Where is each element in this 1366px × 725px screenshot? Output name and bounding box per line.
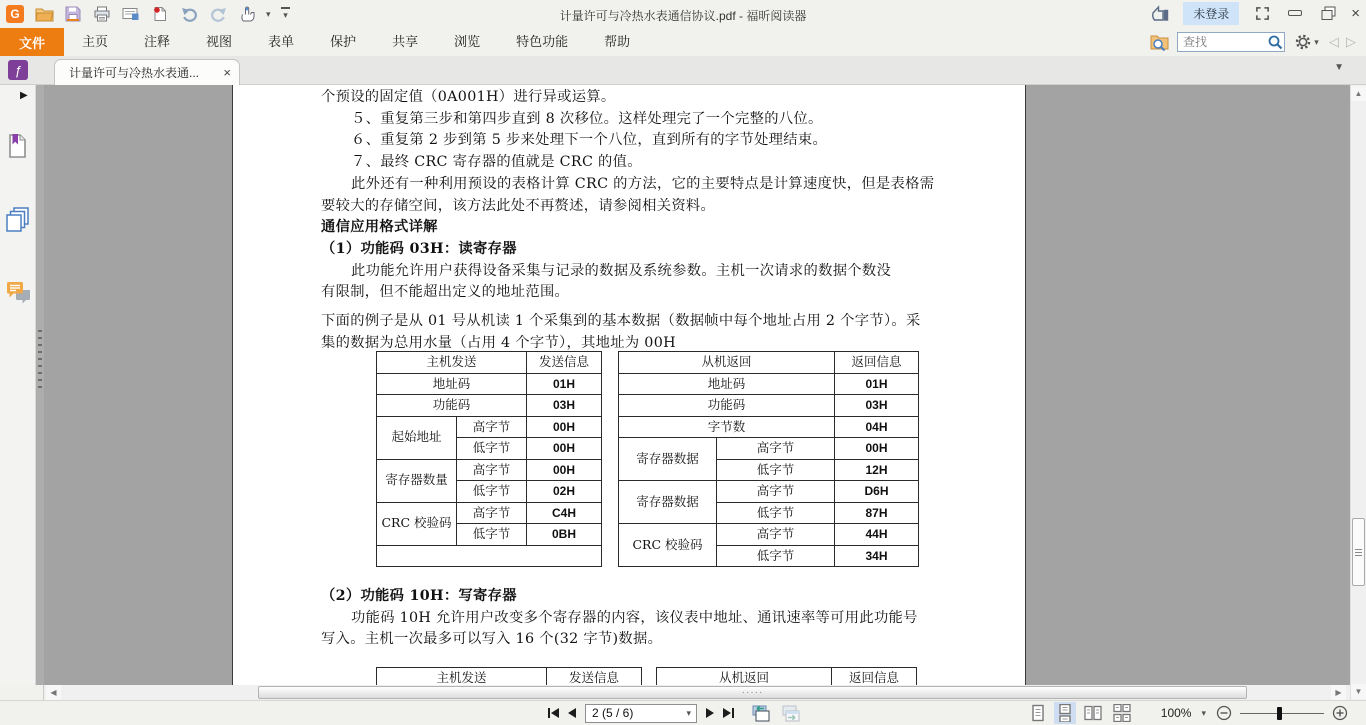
open-file-icon[interactable] xyxy=(34,4,54,24)
bookmarks-panel-icon[interactable] xyxy=(6,133,28,159)
title-bar xyxy=(0,0,1366,28)
table-cell: 返回信息 xyxy=(835,352,919,374)
titlebar-right-controls xyxy=(1150,0,1360,26)
search-folder-icon[interactable] xyxy=(1150,32,1170,52)
table-cell: 字节数 xyxy=(619,416,835,438)
next-page-button[interactable] xyxy=(706,708,714,718)
doc-lines-bottom xyxy=(321,586,981,651)
zoom-slider-track xyxy=(1240,713,1324,714)
doc-line: 集的数据为总用水量（占用 4 个字节），其地址为 00H xyxy=(321,334,676,351)
customize-toolbar-icon[interactable] xyxy=(280,4,292,24)
gear-caret: ▾ xyxy=(1314,36,1319,47)
table-cell: 主机发送 xyxy=(377,668,547,686)
table-cell: 低字节 xyxy=(717,502,835,524)
menu-tab-8[interactable]: 帮助 xyxy=(604,34,631,49)
scroll-right-icon[interactable]: ▶ xyxy=(1331,685,1346,700)
document-tab-bar xyxy=(0,56,1366,85)
page-combo-caret: ▾ xyxy=(686,707,691,718)
doc-line: 要较大的存储空间，该方法此处不再赘述，请参阅相关资料。 xyxy=(321,197,716,214)
table-cell: 02H xyxy=(527,481,602,503)
menu-tab-1[interactable]: 注释 xyxy=(144,34,171,49)
menu-tab-3[interactable]: 表单 xyxy=(268,34,295,49)
doc-line: ５、重复第三步和第四步直到 8 次移位。这样处理完了一个完整的八位。 xyxy=(351,110,823,127)
table-cell: 寄存器数据 xyxy=(619,481,717,524)
minimize-button[interactable] xyxy=(1285,3,1305,23)
find-previous-button[interactable]: ◁ xyxy=(1329,34,1339,49)
table-cell: 12H xyxy=(835,459,919,481)
vertical-scroll-thumb[interactable] xyxy=(1352,518,1365,586)
redo-icon[interactable] xyxy=(208,4,228,24)
zoom-out-button[interactable] xyxy=(1216,705,1232,721)
foxit-logo-icon[interactable]: G xyxy=(5,4,25,24)
continuous-view-icon[interactable] xyxy=(1054,702,1076,724)
doc-line: 有限制，但不能超出定义的地址范围。 xyxy=(321,284,570,301)
table-cell: D6H xyxy=(835,481,919,503)
table-cell: 高字节 xyxy=(457,416,527,438)
table-cell: 高字节 xyxy=(457,459,527,481)
table-cell: 从机返回 xyxy=(657,668,832,686)
horizontal-scroll-thumb[interactable] xyxy=(258,686,1247,699)
table-cell: 01H xyxy=(527,373,602,395)
fullscreen-icon[interactable] xyxy=(1252,3,1272,23)
table-cell: 低字节 xyxy=(717,459,835,481)
table-cell: 34H xyxy=(835,545,919,567)
hand-tool-icon[interactable] xyxy=(237,4,257,24)
menu-tab-0[interactable]: 主页 xyxy=(82,34,109,49)
find-settings-gear-icon[interactable] xyxy=(1292,32,1322,52)
table-cell: 04H xyxy=(835,416,919,438)
table-cell: 寄存器数据 xyxy=(619,438,717,481)
table-cell: 00H xyxy=(835,438,919,460)
table-cell: 起始地址 xyxy=(377,416,457,459)
table-cell: 高字节 xyxy=(717,481,835,503)
doc-line: 功能码 10H 允许用户改变多个寄存器的内容，该仪表中地址、通讯速率等可用此功能号 xyxy=(351,609,918,626)
login-button[interactable]: 未登录 xyxy=(1183,2,1239,25)
page-number-combo[interactable] xyxy=(585,704,697,723)
table-cell: 高字节 xyxy=(717,438,835,460)
table-cell: CRC 校验码 xyxy=(619,524,717,567)
search-icon[interactable] xyxy=(1267,34,1283,50)
zoom-in-button[interactable] xyxy=(1332,705,1348,721)
comments-panel-icon[interactable] xyxy=(6,281,32,305)
table-cell: 低字节 xyxy=(457,524,527,546)
zoom-slider-thumb[interactable] xyxy=(1277,707,1282,720)
table-read-return xyxy=(618,351,919,567)
document-tab-title: 计量许可与冷热水表通... xyxy=(69,66,200,80)
doc-line: 通信应用格式详解 xyxy=(321,219,438,236)
email-icon[interactable] xyxy=(121,4,141,24)
customize-caret: ▾ xyxy=(283,10,288,20)
document-tab[interactable] xyxy=(54,59,240,85)
table-cell: 87H xyxy=(835,502,919,524)
start-page-icon[interactable]: ƒ xyxy=(8,60,28,80)
find-toolbar xyxy=(1150,31,1356,53)
status-bar xyxy=(0,700,1366,725)
table-cell: 01H xyxy=(835,373,919,395)
vertical-scrollbar[interactable] xyxy=(1350,85,1366,700)
scroll-left-icon[interactable]: ◀ xyxy=(46,685,61,700)
table-cell: 00H xyxy=(527,438,602,460)
doc-line: ７、最终 CRC 寄存器的值就是 CRC 的值。 xyxy=(351,154,642,171)
restore-button[interactable] xyxy=(1318,3,1338,23)
table-cell: C4H xyxy=(527,502,602,524)
table-cell: 低字节 xyxy=(457,481,527,503)
table-cell xyxy=(377,545,602,567)
table-read-send xyxy=(376,351,602,567)
hand-tool-dropdown-icon[interactable]: ▾ xyxy=(266,8,271,19)
doc-line: 此外还有一种利用预设的表格计算 CRC 的方法，它的主要特点是计算速度快，但是表格需 xyxy=(351,175,935,192)
table-cell: 高字节 xyxy=(457,502,527,524)
vertical-thumb-grip xyxy=(1355,549,1362,556)
print-icon[interactable] xyxy=(92,4,112,24)
menu-tab-4[interactable]: 保护 xyxy=(330,34,357,49)
hand-share-icon[interactable] xyxy=(1150,3,1170,23)
page-navigation xyxy=(548,701,800,725)
menu-bar xyxy=(0,28,1366,56)
search-box xyxy=(1177,32,1285,52)
table-cell: 高字节 xyxy=(717,524,835,546)
pdf-page xyxy=(232,85,1026,685)
table-cell: 03H xyxy=(835,395,919,417)
menu-tab-6[interactable]: 浏览 xyxy=(454,34,481,49)
table-cell: 从机返回 xyxy=(619,352,835,374)
scroll-down-icon[interactable]: ▼ xyxy=(1351,684,1366,699)
menu-tab-2[interactable]: 视图 xyxy=(206,34,233,49)
table-write-send-partial xyxy=(376,667,642,685)
find-next-button[interactable]: ▷ xyxy=(1346,34,1356,49)
table-cell: 地址码 xyxy=(619,373,835,395)
table-cell: 低字节 xyxy=(717,545,835,567)
view-zoom-controls xyxy=(1027,701,1348,725)
doc-lines-top xyxy=(321,87,981,354)
table-cell: CRC 校验码 xyxy=(377,502,457,545)
sidebar-splitter[interactable] xyxy=(36,85,44,685)
horizontal-thumb-grip: ····· xyxy=(741,686,764,698)
facing-view-icon[interactable] xyxy=(1081,702,1105,724)
pages-panel-icon[interactable] xyxy=(6,207,30,233)
table-cell: 返回信息 xyxy=(832,668,917,686)
table-cell: 0BH xyxy=(527,524,602,546)
zoom-caret[interactable]: ▾ xyxy=(1201,707,1206,718)
menu-tab-7[interactable]: 特色功能 xyxy=(516,34,569,49)
menu-tab-row xyxy=(64,28,648,56)
single-page-view-icon[interactable] xyxy=(1027,702,1049,724)
doc-line: 此功能允许用户获得设备采集与记录的数据及系统参数。主机一次请求的数据个数没 xyxy=(351,262,892,279)
continuous-facing-view-icon[interactable] xyxy=(1110,702,1134,724)
doc-line: （1）功能码 03H：读寄存器 xyxy=(321,240,517,257)
ribbon-collapse-icon[interactable]: ▼ xyxy=(1334,62,1344,73)
table-cell: 发送信息 xyxy=(527,352,602,374)
sidebar-expand-icon[interactable]: ▶ xyxy=(20,90,28,101)
window-title: 计量许可与冷热水表通信协议.pdf - 福昕阅读器 xyxy=(559,9,807,23)
table-cell: 主机发送 xyxy=(377,352,527,374)
doc-line: 下面的例子是从 01 号从机读 1 个采集到的基本数据（数据帧中每个地址占用 2 个字节）。采 xyxy=(321,313,921,330)
scroll-up-icon[interactable]: ▲ xyxy=(1351,86,1366,101)
table-cell: 功能码 xyxy=(619,395,835,417)
customize-bar xyxy=(281,7,290,9)
table-cell: 00H xyxy=(527,416,602,438)
table-cell: 低字节 xyxy=(457,438,527,460)
menu-tab-5[interactable]: 共享 xyxy=(392,34,419,49)
page-number-value: 2 (5 / 6) xyxy=(592,706,634,720)
zoom-slider[interactable] xyxy=(1240,706,1324,721)
quick-access-toolbar xyxy=(5,2,292,26)
table-cell: 03H xyxy=(527,395,602,417)
last-page-button[interactable] xyxy=(723,708,734,718)
table-cell: 地址码 xyxy=(377,373,527,395)
create-pdf-icon[interactable] xyxy=(150,4,170,24)
horizontal-scrollbar[interactable] xyxy=(44,685,1350,700)
table-cell: 发送信息 xyxy=(547,668,642,686)
first-page-button[interactable] xyxy=(548,708,559,718)
scrollbar-corner-gap xyxy=(0,685,44,700)
file-menu-button[interactable]: 文件 xyxy=(0,28,64,56)
previous-view-button[interactable] xyxy=(749,705,770,722)
doc-line: （2）功能码 10H：写寄存器 xyxy=(321,588,517,604)
table-cell: 功能码 xyxy=(377,395,527,417)
close-button[interactable]: × xyxy=(1351,4,1360,22)
table-cell: 00H xyxy=(527,459,602,481)
table-cell: 寄存器数量 xyxy=(377,459,457,502)
undo-icon[interactable] xyxy=(179,4,199,24)
next-view-button[interactable] xyxy=(779,705,800,722)
table-write-return-partial xyxy=(656,667,917,685)
splitter-grip xyxy=(38,330,42,392)
doc-line: 写入。主机一次最多可以写入 16 个(32 字节)数据。 xyxy=(321,631,663,648)
zoom-level-label[interactable]: 100% xyxy=(1160,706,1192,720)
doc-line: ６、重复第 2 步到第 5 步来处理下一个八位，直到所有的字节处理结束。 xyxy=(351,132,828,149)
doc-line: 个预设的固定值（0A001H）进行异或运算。 xyxy=(321,89,616,105)
tab-close-icon[interactable]: × xyxy=(223,65,231,80)
previous-page-button[interactable] xyxy=(568,708,576,718)
save-icon[interactable] xyxy=(63,4,83,24)
navigation-sidebar xyxy=(0,85,36,685)
table-cell: 44H xyxy=(835,524,919,546)
